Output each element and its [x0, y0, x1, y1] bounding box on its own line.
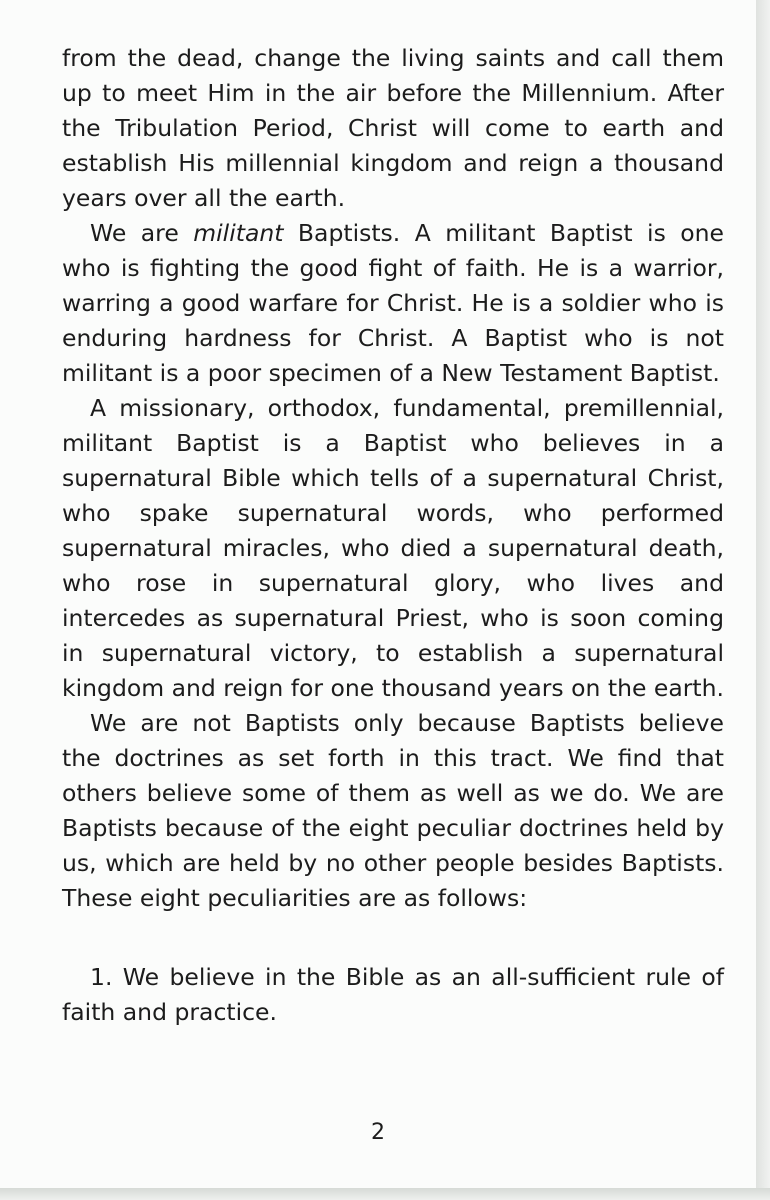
paragraph-militant-baptists: [62, 216, 724, 391]
page-bottom-edge: [0, 1188, 770, 1200]
paragraph-peculiar-doctrines: We are not Baptists only because Baptists believe the doctrines as set forth in this tract. We find that others believe some of them as well as we do. We are Baptists because of the eight peculiar doctrines held by us, which are held by no other people besides Baptists. These eight peculiarities are as follows:: [62, 709, 724, 912]
militant-text-rest: Baptists. A militant Baptist is one who is fighting the good fight of faith. He is a warrior, warring a good warfare for Christ. He is a soldier who is enduring hardness for Christ. A Baptist who is not militant is a poor specimen of a New Testament Baptist.: [62, 219, 724, 387]
page-right-edge: [756, 0, 770, 1200]
militant-emphasis: militant: [193, 219, 284, 247]
body-text: [62, 41, 724, 1030]
paragraph-supernatural: A missionary, orthodox, fundamental, premillennial, militant Baptist is a Baptist who believes in a supernatural Bible which tells of a supernatural Christ, who spake supernatural words, who performed supernatural miracles, who died a supernatural death, who rose in supernatural glory, who lives and intercedes as supernatural Priest, who is soon coming in supernatural victory, to establish a supernatural kingdom and reign for one thousand years on the earth.: [62, 394, 725, 702]
page-number: 2: [371, 1120, 385, 1145]
numbered-item-1: 1. We believe in the Bible as an all-sufficient rule of faith and practice.: [62, 963, 724, 1026]
paragraph-continuation: from the dead, change the living saints and call them up to meet Him in the air before the Millennium. After the Tribulation Period, Christ will come to earth and establish His millennial kingdom and reign a thousand years over all the earth.: [62, 44, 724, 212]
militant-text-start: We are: [90, 219, 194, 247]
